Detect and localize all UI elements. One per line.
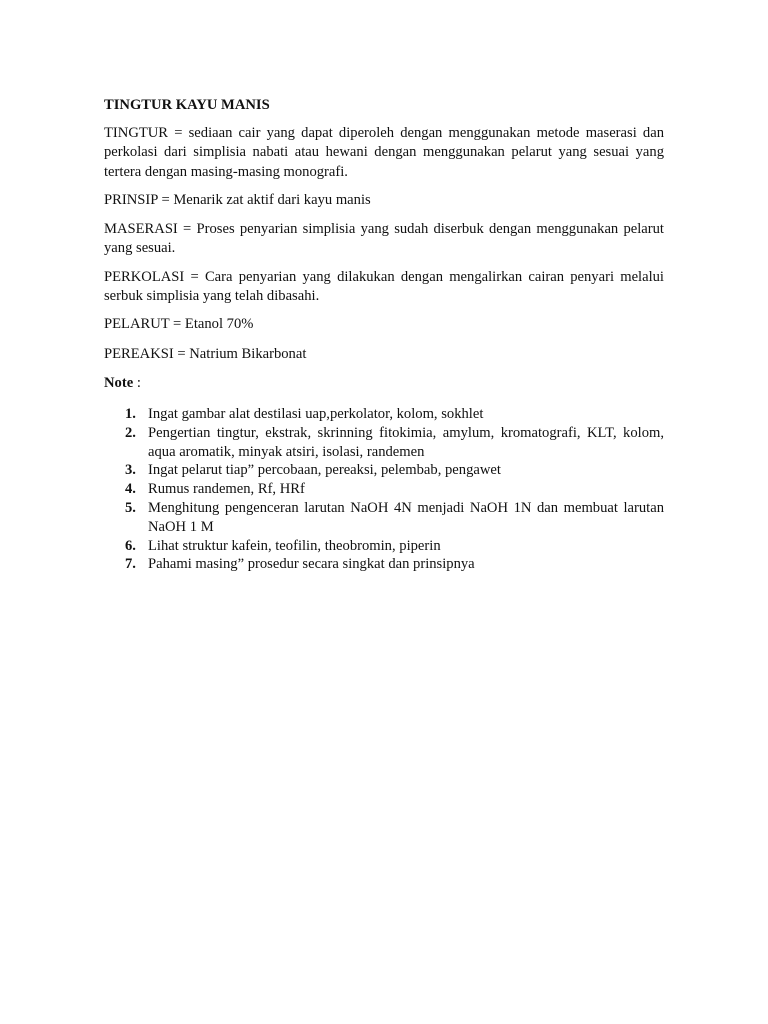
list-number: 3. [125,462,136,479]
list-item [104,461,664,480]
definition-perkolasi: PERKOLASI = Cara penyarian yang dilakukan dengan mengalirkan cairan penyari melalui serbuk simplisia yang telah dibasahi. [104,268,664,305]
list-number: 1. [125,405,136,422]
list-number: 4. [125,481,136,498]
list-item [104,555,664,574]
definition-pelarut: PELARUT = Etanol 70% [104,316,254,333]
list-text: Ingat pelarut tiap” percobaan, pereaksi, pelembab, pengawet [148,462,501,479]
list-text: Pahami masing” prosedur secara singkat dan prinsipnya [148,556,475,573]
definition-pereaksi: PEREAKSI = Natrium Bikarbonat [104,345,307,362]
list-item [104,405,664,424]
definition-tingtur: TINGTUR = sediaan cair yang dapat diperoleh dengan menggunakan metode maserasi dan perkolasi dari simplisia nabati atau hewani dengan menggunakan pelarut yang sesuai yang tertera dengan masing-masing monografi. [104,125,664,180]
list-number: 5. [125,499,136,516]
list-number: 7. [125,556,136,573]
note-heading [104,374,664,393]
note-suffix: : [133,374,141,391]
note-label: Note [104,374,134,391]
definition-maserasi: MASERASI = Proses penyarian simplisia yang sudah diserbuk dengan menggunakan pelarut yang sesuai. [104,221,664,257]
list-text: Ingat gambar alat destilasi uap,perkolator, kolom, sokhlet [148,405,484,422]
definition-prinsip: PRINSIP = Menarik zat aktif dari kayu manis [104,191,371,208]
list-item [104,537,664,556]
list-text: Menghitung pengenceran larutan NaOH 4N menjadi NaOH 1N dan membuat larutan NaOH 1 M [148,499,664,535]
list-item [104,499,664,537]
list-text: Pengertian tingtur, ekstrak, skrinning fitokimia, amylum, kromatografi, KLT, kolom, aqua aromatik, minyak atsiri, isolasi, randemen [148,424,664,460]
list-text: Lihat struktur kafein, teofilin, theobromin, piperin [148,537,441,554]
notes-list [104,405,664,574]
list-number: 2. [125,424,136,441]
list-item [104,480,664,499]
document-title: TINGTUR KAYU MANIS [104,97,270,113]
list-item [104,424,664,462]
list-number: 6. [125,537,136,554]
document-page [104,96,664,574]
list-text: Rumus randemen, Rf, HRf [148,481,305,498]
